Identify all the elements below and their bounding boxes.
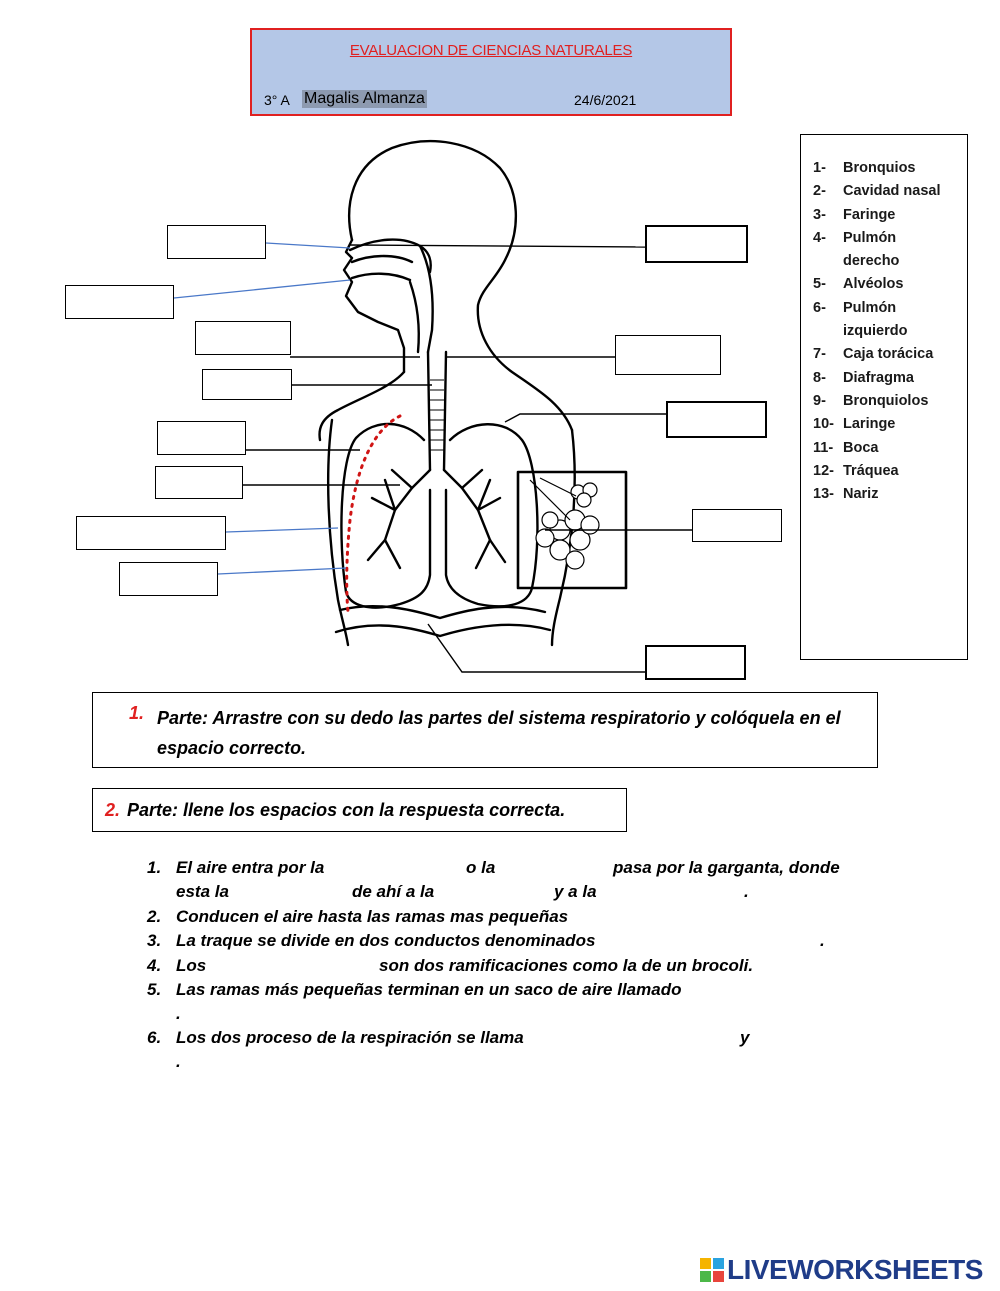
word-bank-term: Faringe xyxy=(843,206,896,223)
diagram-blank-right-4[interactable] xyxy=(692,509,782,542)
word-bank-item[interactable]: 9- Bronquiolos xyxy=(813,390,967,413)
word-bank-item[interactable]: 4- Pulmón derecho xyxy=(813,227,967,274)
word-bank-item[interactable]: 8- Diafragma xyxy=(813,367,967,390)
diagram-blank-left-4[interactable] xyxy=(202,369,292,400)
word-bank-term: Bronquios xyxy=(843,160,916,176)
word-bank-item[interactable]: 12- Tráquea xyxy=(813,460,967,483)
diagram-blank-left-8[interactable] xyxy=(119,562,218,596)
word-bank-term: Pulmón derecho xyxy=(843,229,900,270)
part2-instruction-box xyxy=(92,788,627,832)
word-bank-term: Bronquiolos xyxy=(843,392,929,409)
diagram-blank-left-3[interactable] xyxy=(195,321,291,355)
student-name: Magalis Almanza xyxy=(304,90,425,107)
word-bank-term: Boca xyxy=(843,439,879,456)
word-bank-item[interactable]: 7- Caja torácica xyxy=(813,343,967,366)
diagram-blank-left-7[interactable] xyxy=(76,516,226,550)
worksheet-header xyxy=(250,28,732,116)
part1-instruction-box xyxy=(92,692,878,768)
diagram-blank-right-5[interactable] xyxy=(645,645,746,680)
word-bank-item[interactable]: 10- Laringe xyxy=(813,413,967,436)
word-bank-item[interactable]: 11- Boca xyxy=(813,437,967,460)
respiratory-system-diagram xyxy=(0,120,800,680)
word-bank-term: Diafragma xyxy=(843,369,914,386)
diagram-blank-right-2[interactable] xyxy=(615,335,721,375)
part2-number: 2. xyxy=(105,800,121,820)
diagram-blank-left-6[interactable] xyxy=(155,466,243,499)
word-bank-item[interactable]: 5- Alvéolos xyxy=(813,273,967,296)
part1-number: 1. xyxy=(129,703,145,723)
diagram-blank-left-5[interactable] xyxy=(157,421,246,455)
liveworksheets-logo xyxy=(700,1256,983,1284)
word-bank-term: Pulmón izquierdo xyxy=(843,299,908,340)
word-bank-item[interactable]: 1- Bronquios xyxy=(813,157,967,180)
word-bank-item[interactable]: 2- Cavidad nasal xyxy=(813,180,967,203)
word-bank-item[interactable]: 13- Nariz xyxy=(813,483,967,506)
diagram-blank-left-1[interactable] xyxy=(167,225,266,259)
word-bank xyxy=(800,134,968,660)
diagram-blank-right-1[interactable] xyxy=(645,225,748,263)
word-bank-term: Caja torácica xyxy=(843,346,934,363)
word-bank-term: Cavidad nasal xyxy=(843,183,941,200)
word-bank-item[interactable]: 3- Faringe xyxy=(813,204,967,227)
diagram-blank-right-3[interactable] xyxy=(666,401,767,438)
word-bank-term: Nariz xyxy=(843,486,879,503)
word-bank-term: Tráquea xyxy=(843,462,899,479)
part2-text: Parte: llene los espacios con la respuesta correcta. xyxy=(127,800,566,820)
date-label: 24/6/2021 xyxy=(574,92,637,108)
word-bank-term: Alvéolos xyxy=(843,276,904,293)
word-bank-item[interactable]: 6- Pulmón izquierdo xyxy=(813,297,967,344)
grade-label: 3° A xyxy=(264,92,290,108)
part1-text: Parte: Arrastre con su dedo las partes del sistema respiratorio y colóquela en el espacio correcto. xyxy=(157,708,841,758)
diagram-blank-left-2[interactable] xyxy=(65,285,174,319)
liveworksheets-logo-icon xyxy=(700,1258,724,1282)
word-bank-term: Laringe xyxy=(843,416,896,433)
worksheet-title: EVALUACION DE CIENCIAS NATURALES xyxy=(349,42,633,59)
liveworksheets-logo-text: LIVEWORKSHEETS xyxy=(727,1254,983,1285)
